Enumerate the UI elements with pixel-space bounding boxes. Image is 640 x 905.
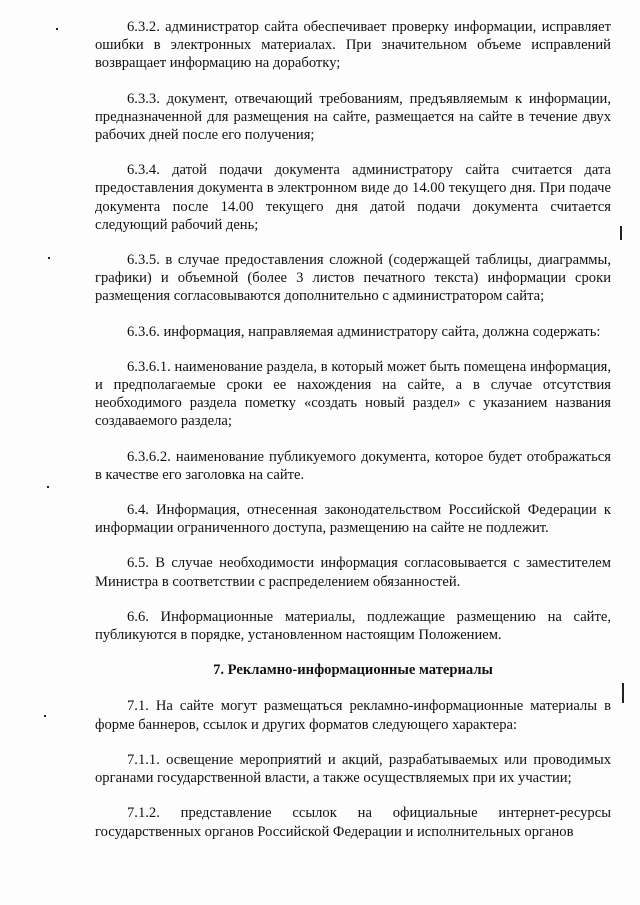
paragraph-7-1-2: 7.1.2. представление ссылок на официальные интернет-ресурсы государственных органов Российской Федерации и исполнительных органов <box>95 805 611 840</box>
document-body <box>95 18 611 858</box>
paragraph-6-3-2: 6.3.2. администратор сайта обеспечивает проверку информации, исправляет ошибки в электронных материалах. При значительном объеме исправлений возвращает информацию на доработку; <box>95 19 611 72</box>
paragraph-6-3-4: 6.3.4. датой подачи документа администратору сайта считается дата предоставления документа в электронном виде до 14.00 текущего дня. При подаче документа после 14.00 текущего дня датой подачи документа считается следующий рабочий день; <box>95 162 611 233</box>
paragraph-6-5: 6.5. В случае необходимости информация согласовывается с заместителем Министра в соответствии с распределением обязанностей. <box>95 555 611 590</box>
paragraph-6-3-6: 6.3.6. информация, направляемая администратору сайта, должна содержать: <box>127 323 601 340</box>
paragraph-6-3-3: 6.3.3. документ, отвечающий требованиям, предъявляемым к информации, предназначенной для размещения на сайте, размещается на сайте в течение двух рабочих дней после его получения; <box>95 90 611 144</box>
paragraph-6-6: 6.6. Информационные материалы, подлежащие размещению на сайте, публикуются в порядке, установленном настоящим Положением. <box>95 608 611 644</box>
scan-speck <box>56 28 58 30</box>
paragraph-7-1-1: 7.1.1. освещение мероприятий и акций, разрабатываемых или проводимых органами государственной власти, а также осуществляемых при их участии; <box>95 751 611 787</box>
paragraph-6-3-6-1: 6.3.6.1. наименование раздела, в который может быть помещена информация, и предполагаемые сроки ее нахождения на сайте, а в случае отсутствия необходимого раздела пометку «создать новый раздел» с указанием названия создаваемого раздела; <box>95 358 611 430</box>
scan-speck <box>47 486 49 488</box>
scan-speck <box>44 715 46 717</box>
paragraph-6-4: 6.4. Информация, отнесенная законодательством Российской Федерации к информации ограниченного доступа, размещению на сайте не подлежит. <box>95 502 611 537</box>
scan-speck <box>48 257 50 259</box>
section-heading: 7. Рекламно-информационные материалы <box>213 662 493 679</box>
paragraph-6-3-5: 6.3.5. в случае предоставления сложной (содержащей таблицы, диаграммы, графики) и объемной (более 3 листов печатного текста) информации сроки размещения согласовываются дополнительно с администратором сайта; <box>95 252 611 305</box>
paragraph-6-3-6-2: 6.3.6.2. наименование публикуемого документа, которое будет отображаться в качестве его заголовка на сайте. <box>95 448 611 483</box>
paragraph-7-1: 7.1. На сайте могут размещаться рекламно-информационные материалы в форме баннеров, ссылок и других форматов следующего характера: <box>95 698 611 733</box>
scan-edge-mark <box>622 683 624 703</box>
scan-edge-mark <box>620 226 622 240</box>
